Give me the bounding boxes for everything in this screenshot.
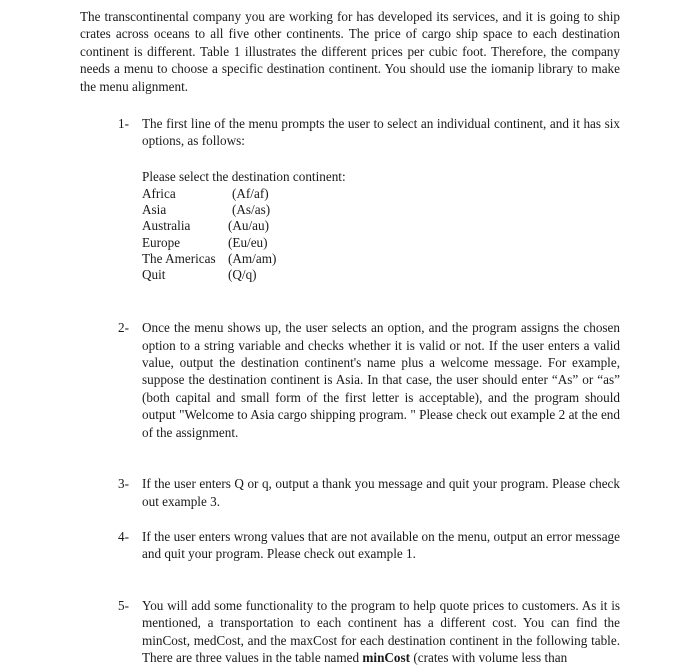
menu-option-code: (Am/am) [228, 250, 277, 266]
item-text: If the user enters wrong values that are not available on the menu, output an error message and quit your program. Please check out example 1. [142, 528, 620, 562]
menu-option-name: Europe [142, 234, 181, 250]
item-text-part: You will add some functionality to the program to help quote prices to customers. As it is mentioned, a transportation to each continent has a different cost. You can find the minCost, medCost, and the maxCost for each destination continent in the following table. There are three values in the table named [142, 597, 620, 665]
menu-prompt: Please select the destination continent: [142, 168, 346, 184]
list-item-4 [118, 528, 620, 563]
item-text: Once the menu shows up, the user selects an option, and the program assigns the chosen option to a string variable and checks whether it is valid or not. If the user enters a valid value, output the destination continent's name plus a welcome message. For example, suppose the destination continent is Asia. In that case, the user should enter “As” or “as” (both capital and small form of the first letter is acceptable), and the program should output "Welcome to Asia cargo shipping program. " Please check out example 2 at the end of the assignment. [142, 320, 620, 440]
item-text: The first line of the menu prompts the user to select an individual continent, and it has six options, as follows: [142, 116, 620, 149]
menu-option [142, 218, 620, 234]
menu-option-name: Asia [142, 202, 167, 218]
menu-option-name: Africa [142, 186, 176, 202]
item-text: If the user enters Q or q, output a thank you message and quit your program. Please check out example 3. [142, 476, 620, 509]
list-item-5 [118, 597, 620, 666]
assignment-document [80, 8, 620, 666]
menu-option-code: (Af/af) [232, 186, 269, 202]
menu-option [142, 235, 620, 251]
item-number: 5- [118, 597, 129, 613]
menu-option-name: Quit [142, 267, 166, 283]
menu-option [142, 251, 620, 267]
menu-option-name: Australia [142, 218, 191, 234]
menu-option-code: (Eu/eu) [228, 234, 268, 250]
item-number: 4- [118, 528, 129, 544]
menu-option-name: The Americas [142, 250, 216, 266]
menu-option-code: (Au/au) [228, 218, 270, 234]
list-item-1 [118, 115, 620, 150]
menu-option [142, 186, 620, 202]
item-text [142, 597, 620, 666]
item-number: 1- [118, 116, 129, 132]
menu-option [142, 202, 620, 218]
menu-example [142, 169, 620, 283]
list-item-2 [118, 319, 620, 441]
menu-option [142, 267, 620, 283]
item-text-part: (crates with volume less than [410, 649, 568, 665]
item-number: 2- [118, 320, 129, 336]
menu-option-code: (As/as) [232, 202, 271, 218]
min-cost-term: minCost [362, 649, 411, 665]
item-number: 3- [118, 476, 129, 492]
intro-paragraph: The transcontinental company you are working for has developed its services, and it is going to ship crates across oceans to all five other continents. The price of cargo ship space to each destination continent is different. Table 1 illustrates the different prices per cubic foot. Therefore, the company needs a menu to choose a specific destination continent. You should use the iomanip library to make the menu alignment. [80, 9, 620, 94]
menu-option-code: (Q/q) [228, 267, 257, 283]
list-item-3 [118, 475, 620, 510]
